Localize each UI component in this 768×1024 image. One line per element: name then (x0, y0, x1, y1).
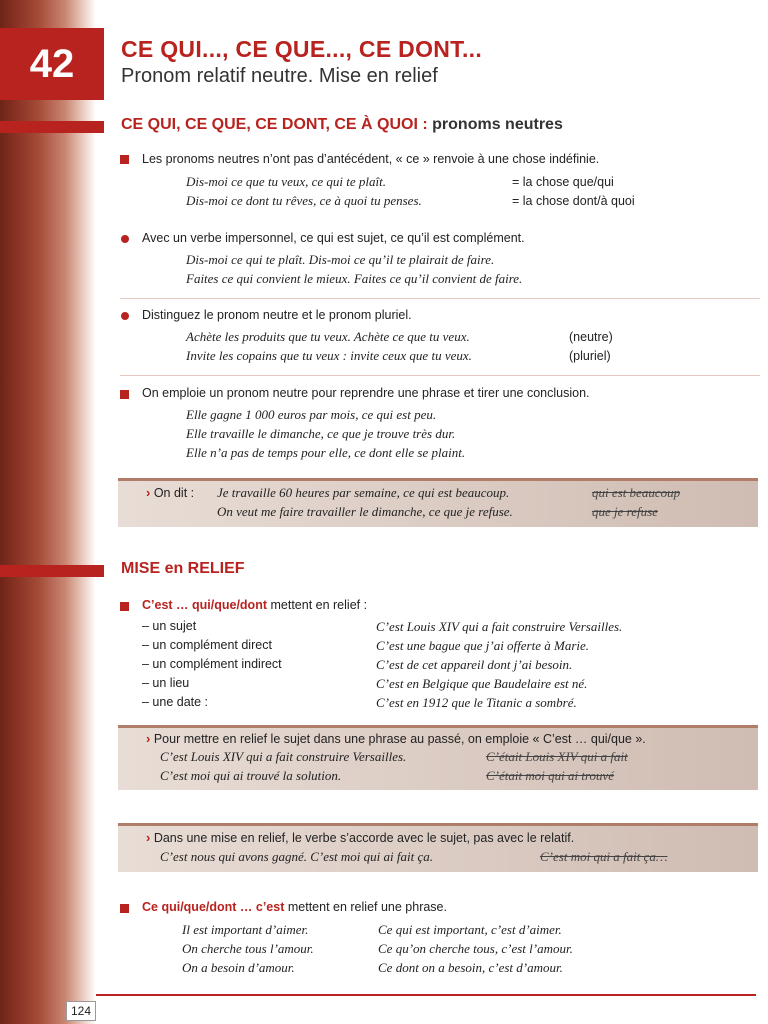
rule-text (142, 598, 367, 612)
section-title-mise-en-relief: MISE en RELIEF (121, 560, 245, 577)
chapter-number: 42 (29, 41, 75, 86)
example: Faites ce qui convient le mieux. Faites ce qu’il convient de faire. (186, 271, 523, 286)
example: C’est de cet appareil dont j’ai besoin. (376, 657, 573, 672)
rule-lead: Ce qui/que/dont … c’est (142, 900, 285, 914)
note-text (146, 830, 574, 845)
example: Elle gagne 1 000 euros par mois, ce qui est peu. (186, 407, 437, 422)
rule-text-rest: mettent en relief : (270, 598, 368, 612)
page-title: CE QUI..., CE QUE..., CE DONT... (121, 36, 483, 62)
rule-text (142, 900, 447, 914)
example: On a besoin d’amour. (182, 960, 295, 975)
page-subtitle: Pronom relatif neutre. Mise en relief (121, 65, 438, 87)
example: Dis-moi ce qui te plaît. Dis-moi ce qu’il te plairait de faire. (186, 252, 495, 267)
footer-line (96, 994, 756, 996)
note-example: Je travaille 60 heures par semaine, ce qui est beaucoup. (217, 485, 510, 500)
note-example: On veut me faire travailler le dimanche, ce que je refuse. (217, 504, 513, 519)
example: C’est une bague que j’ai offerte à Marie. (376, 638, 590, 653)
example: Ce qui est important, c’est d’aimer. (378, 922, 562, 937)
note-lead-text: On dit : (153, 486, 195, 500)
page-number: 124 (66, 1001, 96, 1021)
list-item: – une date : (142, 695, 209, 709)
section-marker (0, 121, 104, 133)
example: Ce qu’on cherche tous, c’est l’amour. (378, 941, 573, 956)
dot-bullet-icon (121, 312, 129, 320)
section-title-text: CE QUI, CE QUE, CE DONT, CE À QUOI : (121, 116, 428, 133)
note-text (146, 731, 646, 746)
rule-text-rest: mettent en relief une phrase. (287, 900, 447, 914)
note-example: C’est nous qui avons gagné. C’est moi qui ai fait ça. (160, 849, 433, 864)
rule-lead: C’est … qui/que/dont (142, 598, 267, 612)
chevron-right-icon: › (146, 830, 151, 845)
example: On cherche tous l’amour. (182, 941, 314, 956)
note-text-body: Pour mettre en relief le sujet dans une phrase au passé, on emploie « C’est … qui/que ». (153, 732, 646, 746)
example: Invite les copains que tu veux : invite ceux que tu veux. (186, 348, 472, 363)
example: C’est en 1912 que le Titanic a sombré. (376, 695, 577, 710)
list-item: – un sujet (142, 619, 197, 633)
divider (120, 298, 760, 299)
rule-text: On emploie un pronom neutre pour reprendre une phrase et tirer une conclusion. (142, 386, 590, 400)
section-marker (0, 565, 104, 577)
example: Dis-moi ce que tu veux, ce qui te plaît. (186, 174, 386, 189)
example-gloss: = la chose dont/à quoi (512, 194, 635, 208)
example-gloss: (neutre) (569, 330, 613, 344)
rule-text: Avec un verbe impersonnel, ce qui est sujet, ce qu’il est complément. (142, 231, 525, 245)
note-example: C’est Louis XIV qui a fait construire Versailles. (160, 749, 407, 764)
note-text-body: Dans une mise en relief, le verbe s’accorde avec le sujet, pas avec le relatif. (153, 831, 575, 845)
rule-text: Distinguez le pronom neutre et le pronom pluriel. (142, 308, 412, 322)
incorrect-form: qui est beaucoup (592, 485, 681, 500)
example: Elle travaille le dimanche, ce que je trouve très dur. (186, 426, 456, 441)
example-gloss: = la chose que/qui (512, 175, 614, 189)
square-bullet-icon (120, 155, 129, 164)
square-bullet-icon (120, 602, 129, 611)
list-item: – un complément direct (142, 638, 272, 652)
example: Dis-moi ce dont tu rêves, ce à quoi tu penses. (186, 193, 422, 208)
divider (120, 375, 760, 376)
example: C’est Louis XIV qui a fait construire Versailles. (376, 619, 623, 634)
list-item: – un lieu (142, 676, 190, 690)
example-gloss: (pluriel) (569, 349, 611, 363)
example: Il est important d’aimer. (182, 922, 309, 937)
list-item: – un complément indirect (142, 657, 282, 671)
section-title-suffix: pronoms neutres (432, 116, 563, 133)
rule-text: Les pronoms neutres n’ont pas d’antécédent, « ce » renvoie à une chose indéfinie. (142, 152, 600, 166)
chevron-right-icon: › (146, 731, 151, 746)
incorrect-form: que je refuse (592, 504, 658, 519)
example: C’est en Belgique que Baudelaire est né. (376, 676, 588, 691)
incorrect-form: C’était Louis XIV qui a fait (486, 749, 628, 764)
square-bullet-icon (120, 904, 129, 913)
note-example: C’est moi qui ai trouvé la solution. (160, 768, 342, 783)
dot-bullet-icon (121, 235, 129, 243)
incorrect-form: C’est moi qui a fait ça… (540, 849, 668, 864)
note-lead (146, 485, 194, 500)
section-title-neutral-pronouns (121, 116, 563, 134)
incorrect-form: C’était moi qui ai trouvé (486, 768, 615, 783)
example: Elle n’a pas de temps pour elle, ce dont elle se plaint. (186, 445, 466, 460)
book-binding (0, 0, 96, 1024)
example: Achète les produits que tu veux. Achète ce que tu veux. (186, 329, 470, 344)
chevron-right-icon: › (146, 485, 151, 500)
example: Ce dont on a besoin, c’est d’amour. (378, 960, 563, 975)
chapter-number-box (0, 28, 104, 100)
square-bullet-icon (120, 390, 129, 399)
